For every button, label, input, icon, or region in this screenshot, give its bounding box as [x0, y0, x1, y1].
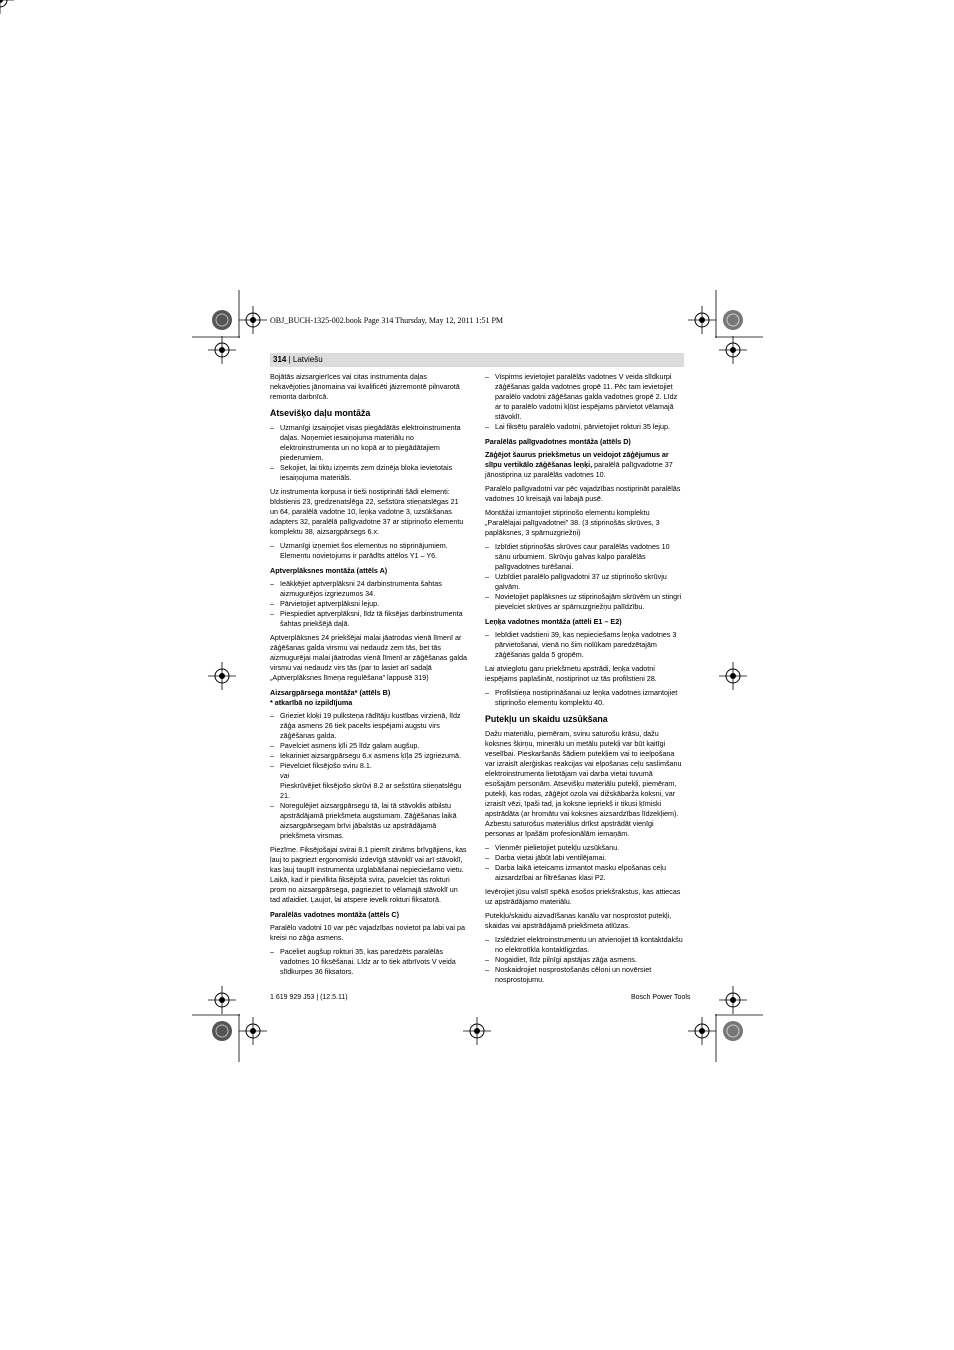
registration-mark-icon	[239, 1017, 267, 1045]
list-item: – Piespiediet aptverplāksni, līdz tā fiksējas darbinstrumenta šahtas priekšējā daļā.	[270, 609, 468, 629]
paragraph: Ievērojiet jūsu valstī spēkā esošos priekšrakstus, kas attiecas uz apstrādājamo materiālu.	[485, 887, 681, 906]
alternative-block	[270, 771, 468, 801]
registration-mark-icon	[208, 662, 236, 690]
list-item: – Iebīdiet vadstieni 39, kas nepieciešams leņķa vadotnes 3 pārvietošanai, vienā no šim nolūkam paredzētajām zāģēšanas galda 5 gropēm.	[485, 630, 683, 660]
registration-mark-icon	[463, 1017, 491, 1045]
page-header: 314 | Latviešu	[270, 353, 684, 367]
registration-mark-icon	[719, 986, 747, 1014]
paragraph: Lai atvieglotu garu priekšmetu apstrādi, leņķa vadotni iespējams paplašināt, nostiprinot uz tās profilstieni 28.	[485, 664, 657, 683]
registration-mark-icon	[688, 1017, 716, 1045]
bold-lead: Zāģējot šaurus priekšmetus un veidojot zāģējumus ar slīpu vertikālo zāģēšanas leņķi,	[485, 450, 669, 469]
bullet-list	[270, 947, 468, 977]
language-label: Latviešu	[292, 355, 323, 364]
list-item: – Uzmanīgi izsaiņojiet visas piegādātās elektroinstrumenta daļas. Noņemiet iesaiņojuma materiālu no elektroinstrumenta un no kopā ar to piegādātajiem piederumiem.	[270, 423, 468, 463]
list-item: – Novietojiet paplāksnes uz stiprinošajām skrūvēm un stingri pievelciet skrūves ar spārnuzgriežņu palīdzību.	[485, 592, 683, 612]
list-item: – Izbīdiet stiprinošās skrūves caur paralēlās vadotnes 10 sānu urbumiem. Skrūvju galvas kalpo paralēlās palīgvadotnes turēšanai.	[485, 542, 683, 572]
bullet-list	[485, 688, 683, 708]
list-item: – Iekariniet aizsargpārsegu 6.x asmens ķīļa 25 izgriezumā.	[270, 751, 468, 761]
registration-mark-icon	[0, 0, 14, 14]
color-target-icon	[212, 310, 232, 330]
bullet-list	[270, 801, 468, 841]
list-item: – Darba laikā ieteicams izmantot masku elpošanas ceļu aizsardzībai ar filtrēšanas klasi P2.	[485, 863, 683, 883]
list-item: – Lai fiksētu paralēlo vadotni, pārvietojiet rokturi 35 lejup.	[485, 422, 683, 432]
file-slug: OBJ_BUCH-1325-002.book Page 314 Thursday, May 12, 2011 1:51 PM	[270, 316, 504, 325]
list-item: – Noskaidrojiet nosprostošanās cēloni un novērsiet nosprostojumu.	[485, 965, 683, 985]
paragraph: Aptverplāksnes 24 priekšējai malai jāatrodas vienā līmenī ar zāģēšanas galda virsmu vai nedaudz zem tās, bet tās aizmugurējai malai jāatrodas vienā līmenī ar zāģēšanas galda virsmu vai nedaudz virs tās (par to lasiet arī sadaļā „Aptverplāksnes līmeņa regulēšana” lappusē 319)	[270, 633, 467, 682]
paragraph: Bojātās aizsargierīces vai citas instrumenta daļas nekavējoties jānomaina vai kvalificēti jāizremontē pilnvarotā remonta darbnīcā.	[270, 372, 460, 401]
list-item: – Grieziet kloķi 19 pulksteņa rādītāju kustības virzienā, līdz zāģa asmens 26 tiek pacelts iespējami augstu virs zāģēšanas galda.	[270, 711, 468, 741]
list-item: – Pārvietojiet aptverplāksni lejup.	[270, 599, 468, 609]
page-number: 314	[273, 355, 287, 364]
list-item: – Ieākķējiet aptverplāksni 24 darbinstrumenta šahtas aizmugurējos izgriezumos 34.	[270, 579, 468, 599]
subsection-heading: Aizsargpārsega montāža* (attēls B)	[270, 688, 391, 697]
section-heading: Putekļu un skaidu uzsūkšana	[485, 714, 608, 724]
paragraph: Montāžai izmantojiet stiprinošo elementu komplektu „Paralēlajai palīgvadotnei” 38. (3 stiprinošās skrūves, 3 paplāksnes, 3 spārnuzgriežņi)	[485, 508, 660, 537]
list-item: – Vispirms ievietojiet paralēlās vadotnes V veida slīdkurpi zāģēšanas galda vadotnes gropē 11. Pēc tam ievietojiet paralēlo vadotni zāģēšanas galda vadotnes gropē 2. Līdz ar to paralēlo vadotni kļūst iespējams pārvietot vēlamajā stāvoklī.	[485, 372, 683, 422]
bullet-list	[270, 423, 468, 483]
list-item: – Izslēdziet elektroinstrumentu un atvienojiet tā kontaktdakšu no elektrotīkla kontaktligzdas.	[485, 935, 683, 955]
registration-mark-icon	[688, 306, 716, 334]
bullet-list	[485, 935, 683, 985]
registration-mark-icon	[208, 986, 236, 1014]
list-item: – Sekojiet, lai tiktu izņemts zem dzinēja bloka ievietotais iesaiņojuma materiāls.	[270, 463, 468, 483]
right-column	[485, 372, 683, 989]
paragraph: Dažu materiālu, piemēram, svinu saturošu krāsu, dažu koksnes šķirņu, minerālu un metālu putekļi var būt kaitīgi veselībai. Pieskaršanās šādiem putekļiem vai to ieelpošana var izraisīt alerģiskas reakcijas vai elpošanas ceļu saslimšanu elektroinstrumenta lietotājam vai darba vietai tuvumā esošajām personām. Atsevišķu materiālu putekļi, piemēram, putekļi, kas rodas, zāģējot ozola vai dižskābarža koksni, var izraisīt vēzi, īpaši tad, ja koksne iepriekš ir tikusi ķīmiski apstrādāta (ar hromātu vai koksnes aizsardzības līdzekļiem). Azbestu saturošus materiālus drīkst apstrādāt vienīgi personas ar īpašām profesionālām iemaņām.	[485, 729, 682, 838]
subsection-heading: Paralēlās vadotnes montāža (attēls C)	[270, 910, 400, 919]
footer-brand: Bosch Power Tools	[631, 994, 691, 1001]
color-target-icon	[723, 1021, 743, 1041]
registration-mark-icon	[719, 662, 747, 690]
list-item: – Darba vietai jābūt labi ventilējamai.	[485, 853, 683, 863]
section-heading: Atsevišķo daļu montāža	[270, 408, 371, 418]
alternative-label: vai	[280, 771, 290, 780]
paragraph: Zāģējot šaurus priekšmetus un veidojot zāģējumus ar slīpu vertikālo zāģēšanas leņķi, paralēlā palīgvadotne 37 jānostiprina uz paralēlās vadotnes 10.	[485, 450, 673, 479]
bullet-list	[270, 541, 468, 561]
alternative-text: Pieskrūvējiet fiksējošo skrūvi 8.2 ar sešstūra stieņatslēgu 21.	[280, 781, 462, 800]
list-item: – Uzbīdiet paralēlo palīgvadotni 37 uz stiprinošo skrūvju galvām.	[485, 572, 683, 592]
bullet-list	[485, 843, 683, 883]
list-item: – Uzmanīgi izņemiet šos elementus no stiprinājumiem. Elementu novietojums ir parādīts attēlos Y1 – Y6.	[270, 541, 468, 561]
list-item: – Nogaidiet, līdz pilnīgi apstājas zāģa asmens.	[485, 955, 683, 965]
footer-doc-number: 1 619 929 J53 | (12.5.11)	[270, 994, 348, 1001]
bullet-list	[270, 579, 468, 629]
list-item: – Vienmēr pielietojiet putekļu uzsūkšanu.	[485, 843, 683, 853]
note-paragraph: Piezīme. Fiksējošajai svirai 8.1 piemīt zināms brīvgājiens, kas ļauj to pagriezt ergonomiski izdevīgā stāvoklī vai arī stāvoklī, kas ļauj taupīt instrumenta uzglabāšanai nepieciešamo vietu. Laikā, kad ir pievilkta fiksējošā svira, pavelciet tās rokturi prom no aizsargpārsega, pagrieziet to vēlamajā stāvoklī un tad atlaidiet. Ļaujot, lai atspere ievelk rokturi fiksatorā.	[270, 845, 467, 904]
list-item: – Pavelciet asmens ķīli 25 līdz galam augšup.	[270, 741, 468, 751]
left-column	[270, 372, 468, 981]
paragraph: Putekļu/skaidu aizvadīšanas kanālu var nosprostot putekļi, skaidas vai apstrādājamā priekšmeta atlūzas.	[485, 911, 672, 930]
subsection-heading: Leņķa vadotnes montāža (attēli E1 – E2)	[485, 617, 622, 626]
bullet-list	[485, 630, 683, 660]
paragraph: Paralēlo vadotni 10 var pēc vajadzības novietot pa labi vai pa kreisi no zāģa asmens.	[270, 923, 465, 942]
registration-mark-icon	[239, 306, 267, 334]
footnote-heading: * atkarībā no izpildījuma	[270, 698, 353, 707]
color-target-icon	[723, 310, 743, 330]
list-item: – Paceliet augšup rokturi 35, kas paredzēts paralēlās vadotnes 10 fiksēšanai. Līdz ar to tiek atbrīvots V veida slīdkurpes 36 fiksators.	[270, 947, 468, 977]
registration-mark-icon	[208, 336, 236, 364]
subsection-heading: Paralēlās palīgvadotnes montāža (attēls D)	[485, 437, 631, 446]
bullet-list	[485, 372, 683, 432]
bullet-list	[270, 711, 468, 771]
paragraph: Uz instrumenta korpusa ir tieši nostiprināti šādi elementi: bīdstienis 23, gredzenatslēga 22, sešstūra stieņatslēgas 21 un 64, paralēlā vadotne 10, leņķa vadotne 3, uzsūkšanas adapters 32, paralēlā palīgvadotne 37 ar stiprinošo elementu komplektu 38, aizsargpārsegs 6.x.	[270, 487, 464, 536]
list-item: – Pievelciet fiksējošo sviru 8.1.	[270, 761, 468, 771]
list-item: – Noregulējiet aizsargpārsegu tā, lai tā stāvoklis atbilstu apstrādājamā priekšmeta augstumam. Zāģēšanas laikā aizsargpārsegam brīvi jābalstās uz apstrādājamā priekšmeta virsmas.	[270, 801, 468, 841]
color-target-icon	[212, 1021, 232, 1041]
registration-mark-icon	[719, 336, 747, 364]
subsection-heading: Aptverplāksnes montāža (attēls A)	[270, 566, 388, 575]
bullet-list	[485, 542, 683, 612]
paragraph: Paralēlo palīgvadotni var pēc vajadzības nostiprināt paralēlās vadotnes 10 kreisajā vai labajā pusē.	[485, 484, 681, 503]
list-item: – Profilstieņa nostiprināšanai uz leņķa vadotnes izmantojiet stiprinošo elementu komplektu 40.	[485, 688, 683, 708]
